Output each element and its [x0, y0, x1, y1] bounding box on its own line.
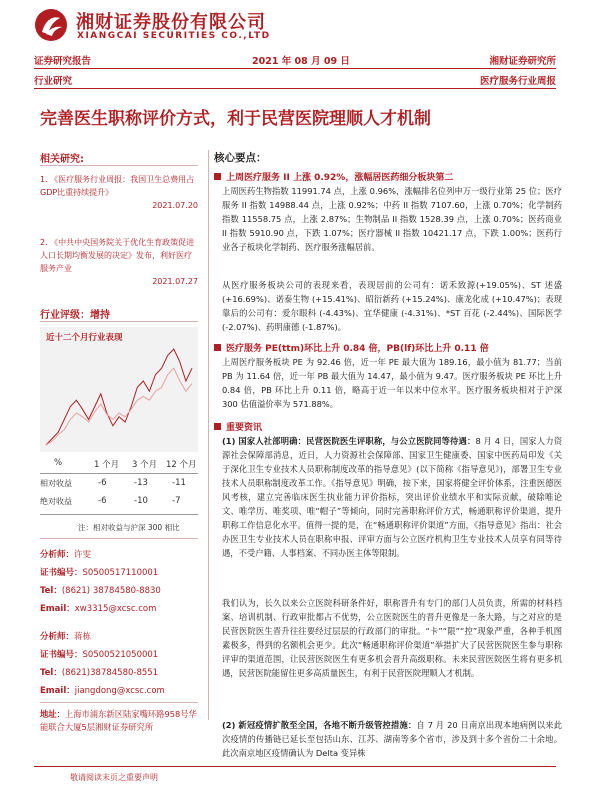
paragraph-4-body: 8 月 4 日，国家人力资源社会保障部消息，近日，人力资源社会保障部、国家卫生健康委、国家中医药局印发《关于深化卫生专业技术人员职称制度改革的指导意见》(以下简称《指导意见》)，部署卫生专业技术人员职称制度改革工作。《指导意见》明确，按下来，国家将健全评价体系，注重医德医风考核，建立完善临床医生执业能力评价指标，突出评价业绩水平和实际贡献，破除唯论文、唯学历、唯奖项、唯“帽子”等倾向，同时完善职称评价方式，畅通职称评价渠道，提升职称工作信息化水平。值得一提的是，在“畅通职称评价渠道”方面，《指导意见》指出：社会办医卫生专业技术人员在职称申报、评审方面与公立医疗机构卫生专业技术人员享有同等待遇，不受户籍、人事档案、不同办医主体等限制。: [222, 436, 562, 558]
perf-bottom-divider: [40, 514, 198, 515]
bullet-square-icon: [214, 173, 221, 180]
report-series: 医疗服务行业周报: [479, 76, 556, 87]
perf-header-divider: [40, 473, 198, 474]
paragraph-4: [222, 434, 562, 560]
address-text: 上海市浦东新区陆家嘴环路958号华能联合大厦5层湘财证券研究所: [40, 709, 197, 732]
analyst-1-cert: S0500517110001: [82, 568, 159, 578]
company-logo-icon: [34, 8, 68, 42]
header-row-2: [34, 72, 556, 88]
analyst-2-name: 蒋栋: [74, 632, 92, 642]
paragraph-6-lead: (2) 新冠疫情扩散至全国，各地不断升级管控措施：: [222, 720, 417, 730]
analyst-1-email-line[interactable]: [40, 602, 156, 614]
company-name-en: XIANGCAI SECURITIES CO.,LTD: [77, 31, 271, 41]
related-item-1[interactable]: [40, 173, 198, 212]
footer-divider: [34, 766, 556, 767]
perf-header-12m: 12 个月: [166, 460, 197, 470]
tel-label: Tel：: [40, 586, 62, 596]
perf-header-1m: 1 个月: [94, 460, 120, 470]
report-date: 2021 年 08 月 09 日: [252, 56, 350, 67]
industry-rating: 行业评级：增持: [40, 310, 110, 321]
address-divider: [40, 702, 198, 703]
analyst-2-name-line: [40, 630, 91, 642]
header-divider: [34, 68, 556, 69]
analyst-1-cert-line: [40, 566, 158, 578]
footer-disclaimer: 敬请阅读末页之重要声明: [70, 773, 158, 782]
perf-cell: -7: [172, 496, 181, 506]
chart-title: 近十二个月行业表现: [46, 333, 123, 343]
perf-header-3m: 3 个月: [132, 460, 158, 470]
paragraph-2: 从医疗服务板块公司的表现来看，表现居前的公司有：诺禾致源(+19.05%)、ST 述盛 (+16.69%)、诺泰生物 (+15.41%)、昭衍新药 (+15.24%)、康龙化成 (+10.47%)；表现靠后的公司有：爱尔眼科 (-4.43%)、宜华健康 (-4.31%)、*ST 百花 (-2.44%)、国际医学 (-2.07%)、药明康德 (-1.87%)。: [222, 280, 562, 332]
analyst-2-email[interactable]: jiangdong@xcsc.com: [74, 686, 165, 696]
rating-divider: [40, 321, 198, 322]
analyst-2-tel-line: [40, 666, 158, 678]
company-logo: [34, 6, 334, 46]
analyst-2-cert: S0500521050001: [82, 650, 159, 660]
analyst-1-name-line: [40, 548, 91, 560]
analyst-1-tel: (8621) 38784580-8830: [61, 586, 161, 596]
analyst-2-cert-line: [40, 648, 158, 660]
perf-note: 注：相对收益与沪深 300 相比: [78, 523, 180, 532]
analyst-1-name: 许雯: [74, 550, 92, 560]
bullet-square-icon: [214, 344, 221, 351]
perf-header-unit: %: [54, 458, 63, 468]
company-name-cn: 湘财证券股份有限公司: [76, 12, 266, 33]
paragraph-6: [222, 718, 562, 760]
header-row-1: [34, 52, 556, 68]
related-item-1-title: 1. 《医疗服务行业周报：我国卫生总费用占GDP比重持续提升》: [40, 175, 195, 197]
email-label: Email：: [40, 686, 75, 696]
perf-header-row: [40, 458, 198, 472]
header-divider-2: [34, 88, 556, 89]
perf-cell: -6: [98, 478, 107, 488]
paragraph-3: 上周医疗服务板块 PE 为 92.46 倍，近一年 PE 最大值为 189.16，最小值为 81.77；当前 PB 为 11.64 倍，近一年 PB 最大值为 14.47，最小值为 9.47。医疗服务板块 PE 环比上升 0.84 倍，PB 环比上升 0.11 倍，略高于近一年以来中位水平。医疗服务板块相对于沪深 300 估值溢价率为 571.88%。: [222, 357, 562, 409]
paragraph-1: 上周医药生物指数 11991.74 点，上涨 0.96%，涨幅排名位列申万一级行业第 25 位；医疗服务 II 指数 14988.44 点，上涨 0.92%；中药 II 指数 7107.60，上涨 0.70%；化学制药指数 11558.75 点，上涨 2.87%；生物制品 II 指数 1528.39 点，上涨 0.70%；医药商业 II 指数 5910.90 点，下跌 1.07%；医疗器械 II 指数 10421.17 点，下跌 1.00%；医药行业各子板块化学制药、医疗服务涨幅居前。: [222, 186, 562, 252]
paragraph-6-body: 自 7 月 20 日南京出现本地病例以来此次疫情的传播链已延长至包括山东、江苏、湖南等多个省市，涉及到十多个省份二十余地。此次南京地区疫情确认为 Delta 变异株: [222, 720, 563, 758]
related-divider: [40, 165, 198, 166]
cert-label: 证书编号：: [40, 568, 83, 578]
institute-name: 湘财证券研究所: [489, 56, 556, 67]
bullet-square-icon: [214, 423, 221, 430]
analyst-2-tel: (8621)38784580-8551: [61, 668, 159, 678]
page-title: 完善医生职称评价方式，利于民营医院理顺人才机制: [40, 109, 431, 129]
industry-performance-chart: [40, 327, 198, 452]
related-research-heading: 相关研究:: [40, 154, 84, 165]
report-category: 行业研究: [34, 76, 73, 87]
core-points-heading: 核心要点：: [214, 152, 267, 164]
address-label: 地址：: [40, 709, 65, 719]
analyst-divider: [40, 538, 198, 539]
perf-row-absolute: [40, 496, 198, 510]
bullet-3-heading: [214, 420, 262, 433]
perf-row-label: 相对收益: [40, 479, 72, 488]
tel-label: Tel：: [40, 668, 62, 678]
perf-cell: -10: [134, 496, 148, 506]
bullet-1-text: 上周医疗服务 II 上涨 0.92%，涨幅居医药细分板块第二: [226, 173, 454, 183]
email-label: Email：: [40, 604, 75, 614]
analyst-label: 分析师：: [40, 550, 75, 560]
related-item-2-date: 2021.07.27: [152, 277, 198, 286]
related-item-2[interactable]: [40, 236, 198, 288]
bullet-2-text: 医疗服务 PE(ttm)环比上升 0.84 倍，PB(lf)环比上升 0.11 倍: [226, 344, 489, 354]
bullet-1-heading: [214, 170, 453, 183]
perf-row-label: 绝对收益: [40, 497, 72, 506]
paragraph-5: 我们认为，长久以来公立医院科研条件好，职称晋升有专门的部门人员负责，所需的材料档案、培训机制、行政审批都占不优势，公立医院医生的晋升更像是一条大路，与之对应的是民营医院医生晋升往往要经过层层的行政部门的审批。“卡”“限”“控”现象严重，各种手机图素极多，得到的名额机会更少。此次“畅通职称评价渠道”举措扩大了民营医院医生参与职称评审的渠道范围，让民营医院医生有更多机会晋升高级职称。未来民营医院医生将有更多机遇，民营医院能留住更多高质量医生，有利于民营医院理顺人才机制。: [222, 598, 562, 678]
cert-label: 证书编号：: [40, 650, 83, 660]
related-item-1-date: 2021.07.20: [152, 201, 198, 210]
report-type: 证券研究报告: [34, 56, 92, 67]
column-divider: [208, 150, 209, 720]
perf-row-relative: [40, 478, 198, 492]
chart-plot: [40, 327, 198, 452]
related-item-2-title: 2. 《中共中央国务院关于优化生育政策促进人口长期均衡发展的决定》发布，利好医疗服务产业: [40, 238, 195, 273]
analyst-label: 分析师：: [40, 632, 75, 642]
analyst-1-tel-line: [40, 584, 161, 596]
analyst-1-email[interactable]: xw3315@xcsc.com: [74, 604, 157, 614]
perf-cell: -13: [134, 478, 148, 488]
address-block: [40, 708, 198, 734]
series-line-0: [46, 349, 192, 445]
series-line-1: [46, 368, 192, 445]
analyst-2-email-line[interactable]: [40, 684, 165, 696]
perf-cell: -6: [98, 496, 107, 506]
perf-cell: -11: [172, 478, 186, 488]
bullet-3-text: 重要资讯: [226, 423, 263, 433]
bullet-2-heading: [214, 341, 489, 354]
paragraph-4-lead: (1) 国家人社部明确：民营医院医生评职称，与公立医院同等待遇：: [222, 436, 476, 446]
